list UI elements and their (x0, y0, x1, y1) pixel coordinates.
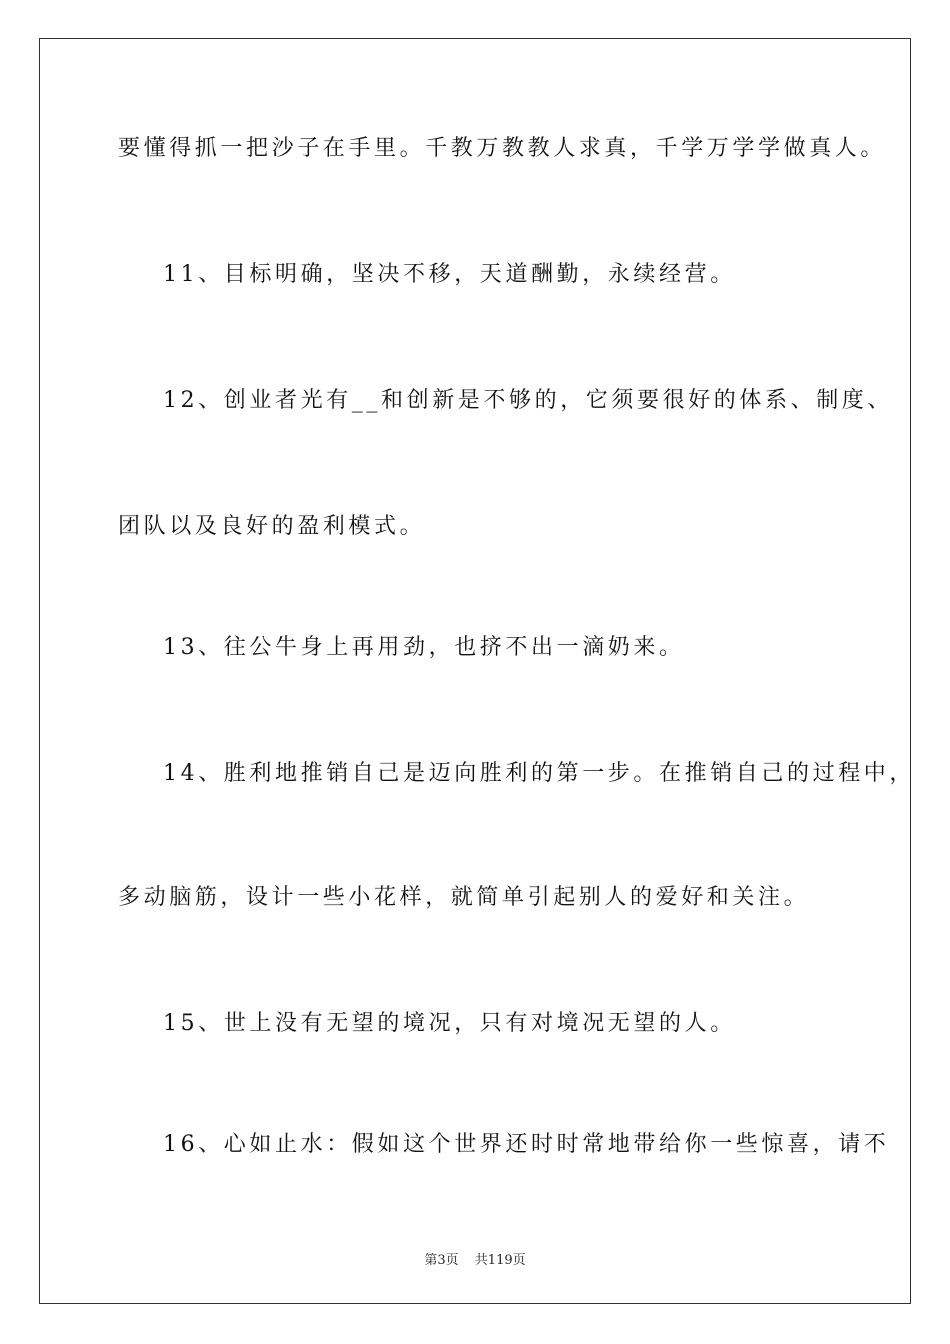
text-line-item-13: 13、往公牛身上再用劲，也挤不出一滴奶来。 (163, 635, 685, 660)
text-line-item-15: 15、世上没有无望的境况，只有对境况无望的人。 (163, 1011, 736, 1036)
page-number: 第3页 (424, 1253, 459, 1268)
text-line-continuation: 要懂得抓一把沙子在手里。千教万教教人求真，千学万学学做真人。 (118, 136, 887, 161)
page-footer (0, 1249, 950, 1268)
text-line-item-12-continued: 团队以及良好的盈利模式。 (118, 514, 426, 539)
text-line-item-11: 11、目标明确，坚决不移，天道酬勤，永续经营。 (163, 262, 736, 287)
text-line-item-12: 12、创业者光有__和创新是不够的，它须要很好的体系、制度、 (163, 388, 893, 413)
total-pages: 共119页 (474, 1253, 526, 1268)
page-border (39, 38, 911, 1304)
text-line-item-14-continued: 多动脑筋，设计一些小花样，就简单引起别人的爱好和关注。 (118, 885, 810, 910)
text-line-item-16: 16、心如止水：假如这个世界还时时常地带给你一些惊喜，请不 (163, 1132, 890, 1157)
text-line-item-14: 14、胜利地推销自己是迈向胜利的第一步。在推销自己的过程中， (163, 761, 915, 786)
